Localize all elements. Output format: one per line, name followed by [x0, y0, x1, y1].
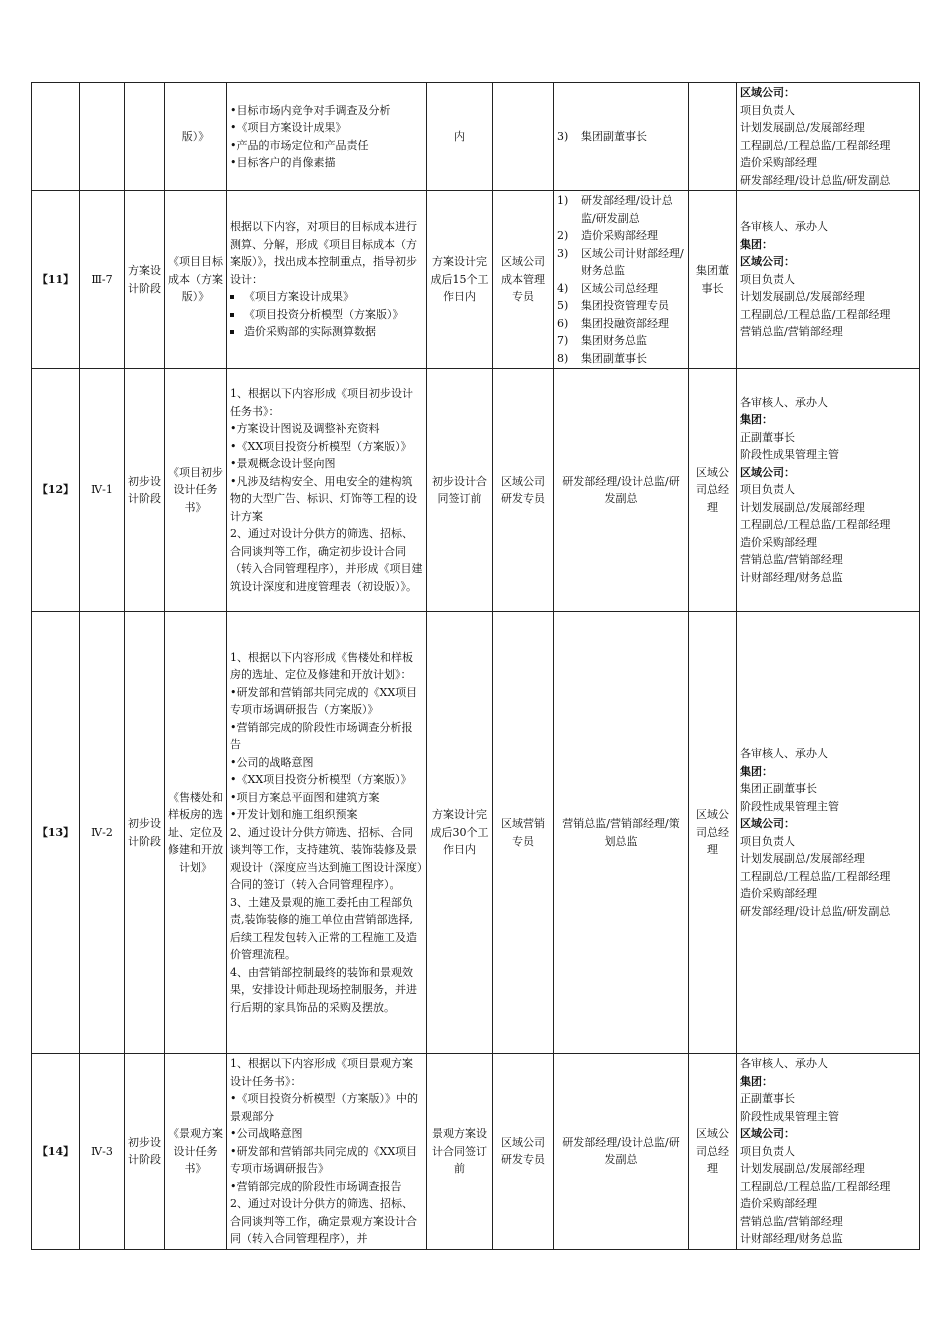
content-text: •目标客户的肖像素描 [230, 156, 336, 169]
content-text: •《XX项目投资分析模型（方案版）》 [230, 773, 412, 787]
item-stage: 初步设计阶段 [125, 369, 165, 612]
table-row [32, 1054, 920, 1250]
item-owner: 区域公司成本管理专员 [493, 191, 554, 369]
item-id: 【12】 [32, 369, 80, 612]
reviewer-item [557, 350, 685, 368]
item-deliverable: 《项目初步设计任务书》 [165, 369, 227, 612]
party-line: 区域公司： [740, 465, 795, 479]
party-line: 计划发展副总/发展部经理 [740, 290, 865, 304]
content-line [230, 806, 423, 824]
item-code: Ⅳ-3 [80, 1054, 125, 1250]
party-line: 各审核人、承办人 [740, 1057, 828, 1070]
item-content [227, 1054, 427, 1250]
content-line [230, 288, 423, 306]
party-line: 阶段性成果管理主管 [740, 1109, 839, 1123]
content-line [230, 789, 423, 807]
content-line [230, 119, 423, 137]
reviewer-list [557, 192, 685, 367]
content-line [230, 754, 423, 772]
reviewer-number: 3) [557, 129, 569, 143]
party-line: 造价采购部经理 [740, 535, 817, 549]
item-code: Ⅲ-7 [80, 191, 125, 369]
item-parties [737, 191, 920, 369]
item-stage: 初步设计阶段 [125, 612, 165, 1054]
party-line: 营销总监/营销部经理 [740, 553, 843, 567]
table-body [32, 83, 920, 1250]
table-row [32, 191, 920, 369]
item-id: 【13】 [32, 612, 80, 1054]
party-line: 各审核人、承办人 [740, 747, 828, 760]
item-content [227, 83, 427, 191]
reviewer-text: 集团副董事长 [581, 351, 647, 365]
reviewer-number: 2) [557, 229, 569, 242]
content-text: 《项目投资分析模型（方案版）》 [244, 307, 404, 321]
content-line [230, 719, 423, 754]
item-owner: 区域公司研发专员 [493, 369, 554, 612]
content-text: •《项目方案设计成果》 [230, 121, 347, 134]
content-line [230, 420, 423, 438]
content-line [230, 323, 423, 341]
content-line [230, 1143, 423, 1178]
reviewer-text: 集团投融资部经理 [581, 316, 669, 330]
content-text: •营销部完成的阶段性市场调查分析报告 [230, 720, 413, 752]
item-approver [689, 83, 737, 191]
table-row [32, 83, 920, 191]
reviewer-item [557, 128, 685, 146]
item-content [227, 191, 427, 369]
party-line: 各审核人、承办人 [740, 395, 828, 409]
reviewer-item [557, 297, 685, 315]
content-line [230, 137, 423, 155]
item-reviewers [554, 191, 689, 369]
item-reviewers [554, 83, 689, 191]
item-parties [737, 83, 920, 191]
item-id [32, 83, 80, 191]
party-line: 项目负责人 [740, 1144, 795, 1158]
content-line [230, 154, 423, 172]
content-text: •产品的市场定位和产品责任 [230, 138, 369, 152]
content-text: 《项目方案设计成果》 [244, 290, 354, 304]
reviewer-number: 6) [557, 316, 569, 330]
content-line [230, 1178, 423, 1196]
party-line: 造价采购部经理 [740, 1197, 817, 1210]
item-deliverable: 版）》 [165, 83, 227, 191]
content-text: •公司的战略意图 [230, 755, 314, 769]
process-table [31, 82, 920, 1250]
content-line [230, 771, 423, 789]
party-line: 区域公司： [740, 1127, 795, 1140]
content-text: •项目方案总平面图和建筑方案 [230, 790, 380, 804]
item-timing: 初步设计合同签订前 [427, 369, 493, 612]
content-text: 1、根据以下内容形成《售楼处和样板房的选址、定位及修建和开放计划》： [230, 650, 413, 682]
content-text: •方案设计图说及调整补充资料 [230, 422, 380, 435]
content-text: •研发部和营销部共同完成的《XX项目专项市场调研报告（方案版）》 [230, 685, 418, 717]
content-line [230, 824, 423, 894]
content-line [230, 438, 423, 456]
item-id: 【14】 [32, 1054, 80, 1250]
party-line: 造价采购部经理 [740, 156, 817, 169]
content-line [230, 1090, 423, 1125]
item-deliverable: 《景观方案设计任务书》 [165, 1054, 227, 1250]
item-approver: 区域公司总经理 [689, 612, 737, 1054]
reviewer-text: 研发部经理/设计总监/研发副总 [581, 194, 673, 225]
party-line: 工程副总/工程总监/工程部经理 [740, 138, 891, 152]
party-line: 营销总监/营销部经理 [740, 1214, 843, 1228]
party-line: 区域公司： [740, 86, 795, 99]
party-line: 各审核人、承办人 [740, 220, 828, 234]
party-line: 计划发展副总/发展部经理 [740, 121, 865, 134]
party-line: 项目负责人 [740, 483, 795, 497]
content-text: •《XX项目投资分析模型（方案版）》 [230, 439, 412, 453]
content-text: •开发计划和施工组织预案 [230, 808, 358, 822]
party-line: 正副董事长 [740, 1092, 795, 1105]
party-line: 阶段性成果管理主管 [740, 799, 839, 813]
party-line: 研发部经理/设计总监/研发副总 [740, 173, 891, 187]
party-line: 计财部经理/财务总监 [740, 570, 843, 584]
party-line: 工程副总/工程总监/工程部经理 [740, 1179, 891, 1193]
table-row [32, 612, 920, 1054]
content-text: •《项目投资分析模型（方案版）》中的景观部分 [230, 1092, 418, 1123]
party-line: 计划发展副总/发展部经理 [740, 1162, 865, 1175]
party-line: 项目负责人 [740, 272, 795, 286]
content-line [230, 306, 423, 324]
party-line: 区域公司： [740, 817, 795, 830]
content-text: •营销部完成的阶段性市场调查报告 [230, 1179, 402, 1193]
content-line [230, 102, 423, 120]
party-line: 集团： [740, 413, 773, 427]
item-timing: 方案设计完成后15个工作日内 [427, 191, 493, 369]
item-parties [737, 1054, 920, 1250]
content-line [230, 473, 423, 526]
reviewer-number: 5) [557, 299, 569, 312]
party-line: 工程副总/工程总监/工程部经理 [740, 307, 891, 321]
party-line: 集团正副董事长 [740, 782, 817, 795]
content-text: •景观概念设计竖向图 [230, 457, 336, 470]
square-bullet-icon [230, 313, 234, 317]
content-line [230, 455, 423, 473]
item-reviewers: 营销总监/营销部经理/策划总监 [554, 612, 689, 1054]
content-text: 2、通过对设计分供方的筛选、招标、合同谈判等工作，确定初步设计合同（转入合同管理程序），并形成《项目建筑设计深度和进度管理表（初设版）》。 [230, 527, 423, 593]
item-deliverable: 《项目目标成本（方案版）》 [165, 191, 227, 369]
item-content [227, 612, 427, 1054]
reviewer-item [557, 315, 685, 333]
reviewer-item [557, 332, 685, 350]
reviewer-text: 区域公司计财部经理/财务总监 [581, 246, 684, 277]
item-parties [737, 369, 920, 612]
item-approver: 集团董事长 [689, 191, 737, 369]
content-text: 1、根据以下内容形成《项目景观方案设计任务书》： [230, 1057, 413, 1088]
item-content [227, 369, 427, 612]
reviewer-number: 1) [557, 194, 569, 207]
item-timing: 方案设计完成后30个工作日内 [427, 612, 493, 1054]
content-line [230, 1195, 423, 1248]
party-line: 工程副总/工程总监/工程部经理 [740, 518, 891, 532]
content-line [230, 218, 423, 288]
party-line: 项目负责人 [740, 103, 795, 117]
reviewer-text: 区域公司总经理 [581, 281, 658, 295]
party-line: 集团： [740, 237, 773, 251]
reviewer-item [557, 245, 685, 280]
reviewer-item [557, 280, 685, 298]
item-owner [493, 83, 554, 191]
party-line: 造价采购部经理 [740, 887, 817, 900]
item-id: 【11】 [32, 191, 80, 369]
party-line: 正副董事长 [740, 430, 795, 444]
item-reviewers: 研发部经理/设计总监/研发副总 [554, 369, 689, 612]
content-line [230, 684, 423, 719]
party-line: 工程副总/工程总监/工程部经理 [740, 869, 891, 883]
item-stage [125, 83, 165, 191]
item-code [80, 83, 125, 191]
reviewer-number: 4) [557, 281, 569, 295]
reviewer-number: 8) [557, 351, 569, 365]
reviewer-item [557, 227, 685, 245]
content-line [230, 1125, 423, 1143]
item-owner: 区域公司研发专员 [493, 1054, 554, 1250]
item-stage: 初步设计阶段 [125, 1054, 165, 1250]
content-text: •目标市场内竞争对手调查及分析 [230, 103, 391, 117]
party-line: 阶段性成果管理主管 [740, 448, 839, 462]
party-line: 营销总监/营销部经理 [740, 325, 843, 339]
item-timing: 景观方案设计合同签订前 [427, 1054, 493, 1250]
content-text: 造价采购部的实际测算数据 [244, 325, 376, 339]
content-text: 2、通过对设计分供方的筛选、招标、合同谈判等工作，确定景观方案设计合同（转入合同管理程序），并 [230, 1197, 417, 1245]
reviewer-text: 集团副董事长 [581, 129, 647, 143]
item-owner: 区域营销专员 [493, 612, 554, 1054]
content-line [230, 894, 423, 964]
reviewer-item [557, 192, 685, 227]
party-line: 计财部经理/财务总监 [740, 1232, 843, 1245]
content-text: 2、通过设计分供方筛选、招标、合同谈判等工作，支持建筑、装饰装修及景观设计（深度应当达到施工图设计深度）合同的签订（转入合同管理程序）。 [230, 825, 423, 892]
content-text: •公司战略意图 [230, 1127, 303, 1140]
content-text: 1、根据以下内容形成《项目初步设计任务书》： [230, 387, 413, 418]
content-text: 4、由营销部控制最终的装饰和景观效果，安排设计师赴现场控制服务，并进行后期的家具饰品的采购及摆放。 [230, 965, 417, 1014]
content-text: 根据以下内容，对项目的目标成本进行测算、分解，形成《项目目标成本（方案版）》，找出成本控制重点，指导初步设计： [230, 220, 417, 286]
item-code: Ⅳ-1 [80, 369, 125, 612]
party-line: 区域公司： [740, 255, 795, 269]
reviewer-list [557, 128, 685, 146]
table-row [32, 369, 920, 612]
item-stage: 方案设计阶段 [125, 191, 165, 369]
content-text: •凡涉及结构安全、用电安全的建构筑物的大型广告、标识、灯饰等工程的设计方案 [230, 474, 417, 523]
content-line [230, 964, 423, 1017]
reviewer-text: 集团财务总监 [581, 334, 647, 347]
item-timing: 内 [427, 83, 493, 191]
party-line: 项目负责人 [740, 834, 795, 848]
party-line: 集团： [740, 764, 773, 778]
party-line: 计划发展副总/发展部经理 [740, 500, 865, 514]
content-line [230, 649, 423, 684]
content-text: 3、土建及景观的施工委托由工程部负责,装饰装修的施工单位由营销部选择,后续工程发包转入正常的工程施工及造价管理流程。 [230, 895, 417, 962]
party-line: 计划发展副总/发展部经理 [740, 852, 865, 865]
content-line [230, 525, 423, 595]
content-line [230, 385, 423, 420]
item-code: Ⅳ-2 [80, 612, 125, 1054]
square-bullet-icon [230, 295, 234, 299]
item-deliverable: 《售楼处和样板房的选址、定位及修建和开放计划》 [165, 612, 227, 1054]
party-line: 集团： [740, 1074, 773, 1088]
reviewer-text: 集团投资管理专员 [581, 299, 669, 312]
reviewer-text: 造价采购部经理 [581, 229, 658, 242]
item-reviewers: 研发部经理/设计总监/研发副总 [554, 1054, 689, 1250]
reviewer-number: 3) [557, 246, 569, 260]
square-bullet-icon [230, 330, 234, 334]
reviewer-number: 7) [557, 334, 569, 347]
content-text: •研发部和营销部共同完成的《XX项目专项市场调研报告》 [230, 1144, 418, 1175]
content-line [230, 1055, 423, 1090]
party-line: 研发部经理/设计总监/研发副总 [740, 904, 891, 918]
item-approver: 区域公司总经理 [689, 1054, 737, 1250]
item-approver: 区域公司总经理 [689, 369, 737, 612]
item-parties [737, 612, 920, 1054]
